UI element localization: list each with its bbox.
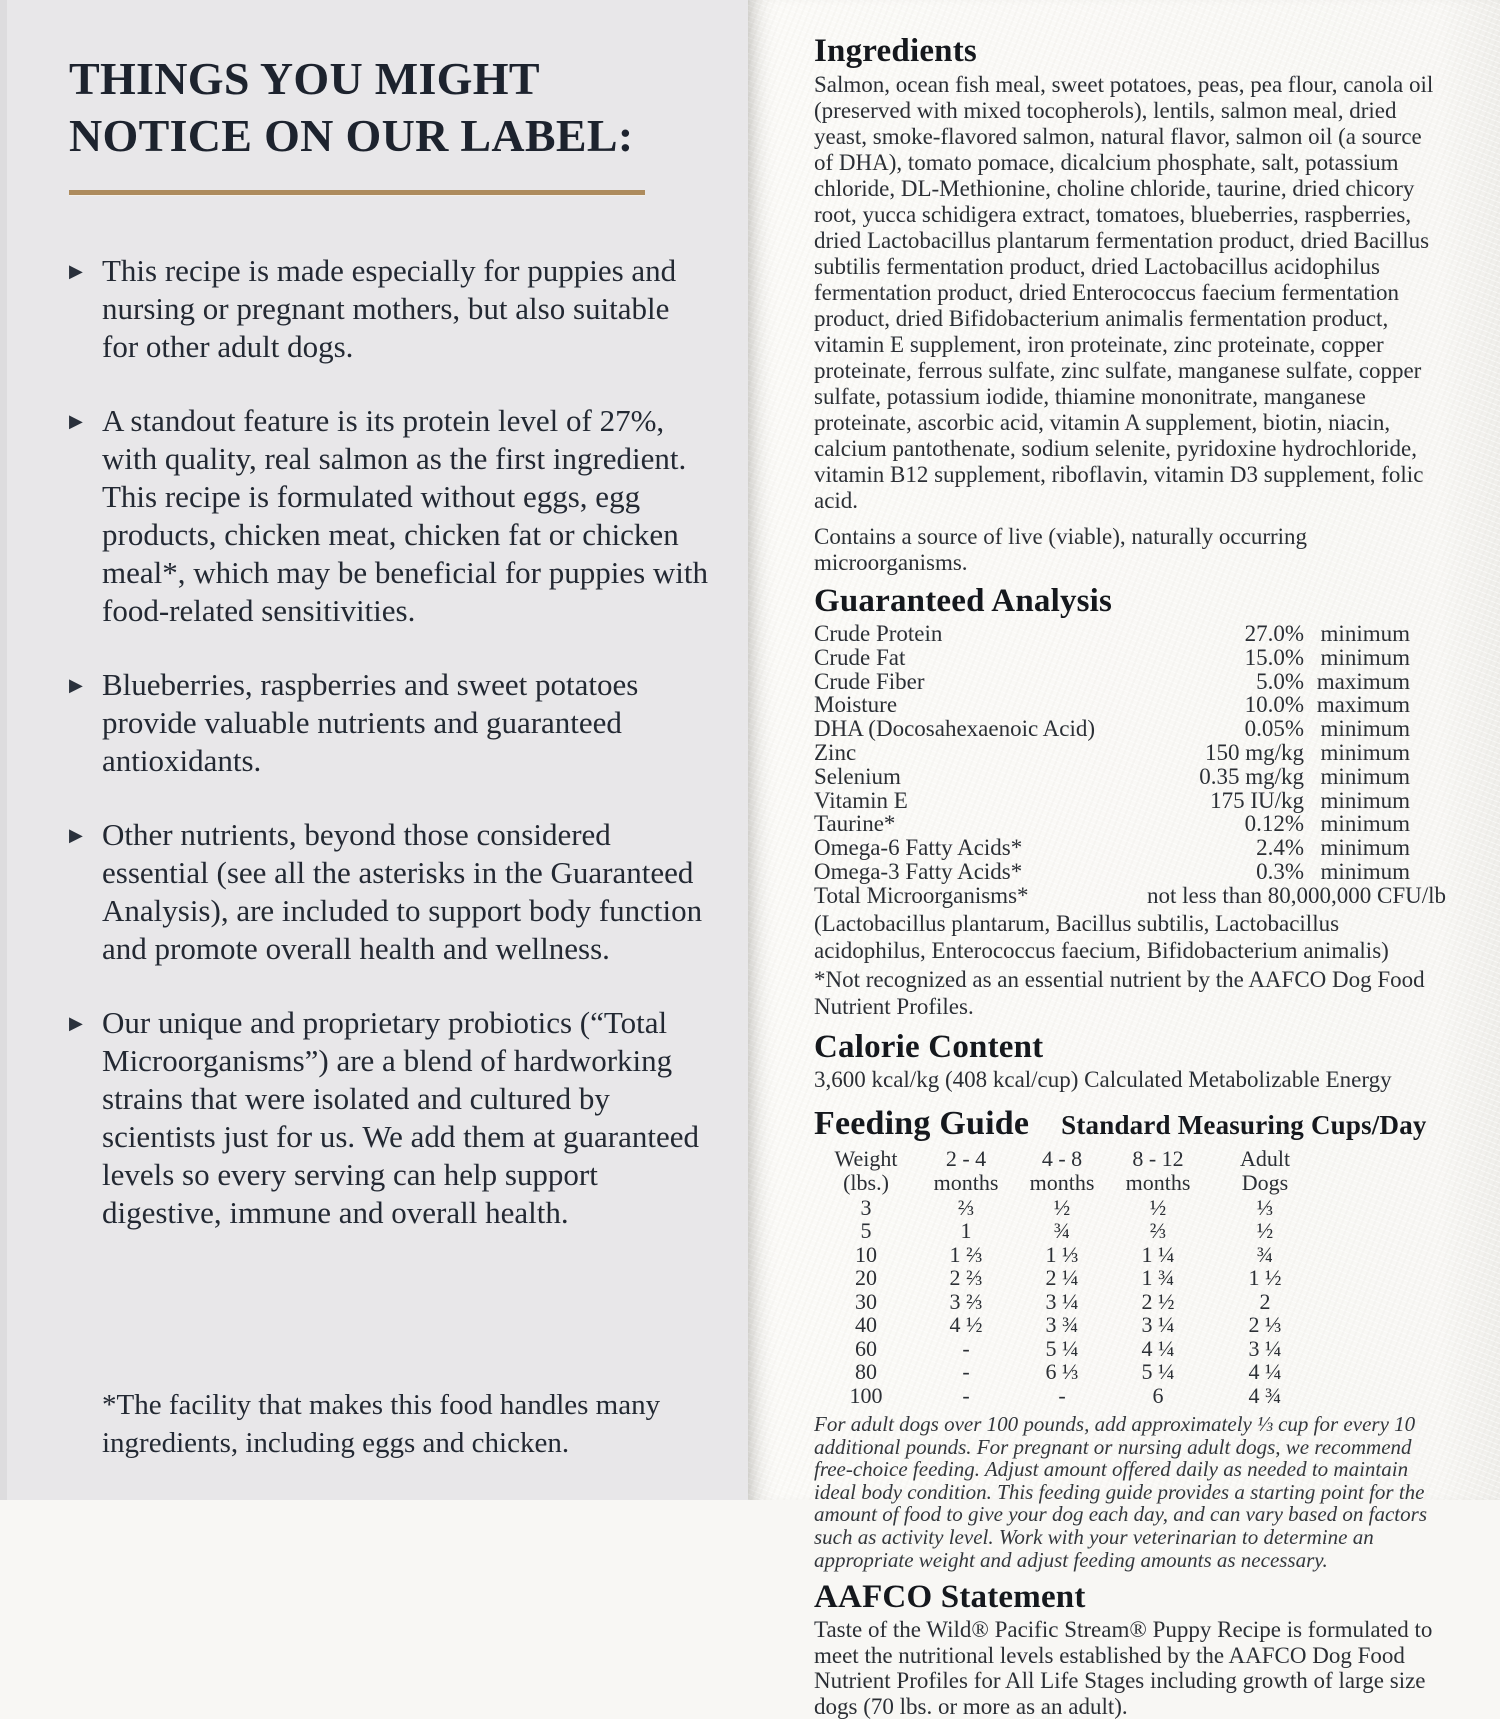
- feeding-guide-row: [814, 1266, 1446, 1290]
- feeding-guide-column-header: [1014, 1147, 1110, 1196]
- column-header-line2: months: [933, 1169, 999, 1195]
- feeding-guide-cell: 2: [1259, 1288, 1271, 1314]
- feeding-guide-column-headers: [814, 1147, 1446, 1196]
- nutrient-value: 0.12%: [1244, 811, 1304, 837]
- nutrient-qualifier: minimum: [1320, 811, 1410, 837]
- calorie-content-section: [814, 1029, 1446, 1093]
- nutrient-qualifier: minimum: [1320, 787, 1410, 813]
- feeding-guide-cell: 1: [960, 1218, 972, 1244]
- column-header-line1: 2 - 4: [945, 1145, 987, 1171]
- feeding-guide-cell: ⅓: [1256, 1194, 1274, 1220]
- feeding-guide-cell: 4 ¾: [1248, 1382, 1282, 1408]
- guaranteed-analysis-heading: Guaranteed Analysis: [814, 583, 1113, 619]
- guaranteed-analysis-total-row: [814, 884, 1446, 908]
- bullet-triangle-icon: ▶: [69, 411, 83, 432]
- nutrient-qualifier: minimum: [1320, 858, 1410, 884]
- feeding-guide-column-header: [1206, 1147, 1324, 1196]
- nutrient-label: Vitamin E: [814, 787, 908, 813]
- feeding-guide-rows: [814, 1196, 1446, 1408]
- bullet-text: A standout feature is its protein level of 27%, with quality, real salmon as the first ingredient. This recipe is formulated without eggs, egg products, chicken meat, chicken fat or chicken meal*, which may be beneficial for puppies with food-related sensitivities.: [102, 403, 709, 628]
- feeding-guide-cell: 5: [860, 1218, 872, 1244]
- column-header-line2: months: [1125, 1169, 1191, 1195]
- feeding-guide-cell: 4 ¼: [1141, 1335, 1175, 1361]
- nutrient-label: Omega-6 Fatty Acids*: [814, 835, 1023, 861]
- feeding-guide-cell: 30: [855, 1288, 877, 1314]
- guaranteed-analysis-row: [814, 622, 1410, 646]
- feeding-guide-column-header: [918, 1147, 1014, 1196]
- feeding-guide-cell: 2 ⅓: [1248, 1312, 1282, 1338]
- column-header-line1: Adult: [1239, 1145, 1291, 1171]
- aafco-section: [814, 1579, 1446, 1719]
- nutrient-qualifier: minimum: [1320, 644, 1410, 670]
- microorganism-species-note: (Lactobacillus plantarum, Bacillus subtilis, Lactobacillus acidophilus, Enterococcus faecium, Bifidobacterium animalis): [814, 910, 1389, 963]
- feeding-guide-cell: ⅔: [1149, 1218, 1167, 1244]
- feeding-guide-cell: 6 ⅓: [1045, 1359, 1079, 1385]
- feeding-guide-cell: 1 ¼: [1141, 1241, 1175, 1267]
- gold-divider: [69, 190, 645, 196]
- guaranteed-analysis-section: [814, 583, 1446, 1020]
- aafco-heading: AAFCO Statement: [814, 1579, 1086, 1616]
- nutrient-qualifier: minimum: [1320, 763, 1410, 789]
- nutrient-label: Zinc: [814, 739, 857, 765]
- feeding-guide-cell: 4 ½: [949, 1312, 983, 1338]
- nutrient-value: 0.3%: [1256, 858, 1304, 884]
- nutrient-value: not less than 80,000,000 CFU/lb: [1146, 882, 1446, 908]
- ingredients-section: [814, 33, 1446, 576]
- nutrient-value: 0.35 mg/kg: [1199, 763, 1304, 789]
- feeding-guide-note: For adult dogs over 100 pounds, add approximately ⅓ cup for every 10 additional pounds. For pregnant or nursing adult dogs, we recommend free-choice feeding. Adjust amount offered daily as needed to maintain ideal body condition. This feeding guide provides a starting point for the amount of food to give your dog each day, and can vary based on factors such as activity level. Work with your veterinarian to determine an appropriate weight and adjust feeding amounts as necessary.: [814, 1412, 1427, 1572]
- bullet-text: Other nutrients, beyond those considered essential (see all the asterisks in the Guaranteed Analysis), are included to support body function and promote overall health and wellness.: [102, 817, 703, 966]
- guaranteed-analysis-row: [814, 860, 1410, 884]
- feeding-guide-cell: 1 ⅔: [949, 1241, 983, 1267]
- feeding-guide-cell: ½: [1053, 1194, 1071, 1220]
- bullet-text: Blueberries, raspberries and sweet potatoes provide valuable nutrients and guaranteed antioxidants.: [102, 667, 639, 778]
- bullet-item: [69, 402, 710, 630]
- nutrient-qualifier: maximum: [1316, 668, 1410, 694]
- nutrient-qualifier: minimum: [1320, 739, 1410, 765]
- nutrient-value: 2.4%: [1256, 835, 1304, 861]
- nutrient-value: 0.05%: [1244, 716, 1304, 742]
- feeding-guide-cell: ¾: [1053, 1218, 1071, 1244]
- nutrient-label: Crude Fat: [814, 644, 906, 670]
- feeding-guide-cell: 1 ¾: [1141, 1265, 1175, 1291]
- calorie-content-heading: Calorie Content: [814, 1028, 1044, 1065]
- guaranteed-analysis-row: [814, 693, 1410, 717]
- guaranteed-analysis-row: [814, 812, 1410, 836]
- bullet-item: [69, 252, 710, 366]
- feeding-guide-row: [814, 1360, 1446, 1384]
- left-heading: THINGS YOU MIGHT NOTICE ON OUR LABEL:: [69, 53, 634, 161]
- contains-note: Contains a source of live (viable), naturally occurring microorganisms.: [814, 524, 1308, 575]
- feeding-guide-header: [814, 1106, 1446, 1142]
- feeding-guide-cell: ½: [1149, 1194, 1167, 1220]
- feeding-guide-cell: -: [962, 1359, 970, 1385]
- feeding-guide-cell: 1 ⅓: [1045, 1241, 1079, 1267]
- feeding-guide-row: [814, 1290, 1446, 1314]
- feeding-guide-cell: -: [962, 1335, 970, 1361]
- guaranteed-analysis-row: [814, 741, 1410, 765]
- bullet-triangle-icon: ▶: [69, 1013, 83, 1034]
- column-header-line1: 8 - 12: [1132, 1145, 1184, 1171]
- feeding-guide-row: [814, 1243, 1446, 1267]
- ingredients-heading: Ingredients: [814, 33, 977, 69]
- guaranteed-analysis-table: [814, 622, 1446, 908]
- feeding-guide-cell: 6: [1152, 1382, 1164, 1408]
- feeding-guide-cell: 80: [855, 1359, 877, 1385]
- nutrient-qualifier: minimum: [1320, 716, 1410, 742]
- bullet-text: This recipe is made especially for puppies and nursing or pregnant mothers, but also suitable for other adult dogs.: [102, 253, 677, 364]
- guaranteed-analysis-row: [814, 765, 1410, 789]
- ingredients-list: Salmon, ocean fish meal, sweet potatoes, peas, pea flour, canola oil (preserved with mixed tocopherols), lentils, salmon meal, dried yeast, smoke-flavored salmon, natural flavor, salmon oil (a source of DHA), tomato pomace, dicalcium phosphate, salt, potassium chloride, DL-Methionine, choline chloride, taurine, dried chicory root, yucca schidigera extract, tomatoes, blueberries, raspberries, dried Lactobacillus plantarum fermentation product, dried Bacillus subtilis fermentation product, dried Lactobacillus acidophilus fermentation product, dried Enterococcus faecium fermentation product, dried Bifidobacterium animalis fermentation product, vitamin E supplement, iron proteinate, zinc proteinate, copper proteinate, ferrous sulfate, zinc sulfate, manganese sulfate, copper sulfate, potassium iodide, thiamine mononitrate, manganese proteinate, ascorbic acid, vitamin A supplement, biotin, niacin, calcium pantothenate, sodium selenite, pyridoxine hydrochloride, vitamin B12 supplement, riboflavin, vitamin D3 supplement, folic acid.: [814, 72, 1434, 513]
- column-header-line1: 4 - 8: [1041, 1145, 1083, 1171]
- guaranteed-analysis-row: [814, 836, 1410, 860]
- feeding-guide-subheading: Standard Measuring Cups/Day: [1061, 1109, 1427, 1140]
- bullet-item: [69, 816, 710, 968]
- feeding-guide-cell: 100: [849, 1382, 883, 1408]
- feeding-guide-cell: -: [962, 1382, 970, 1408]
- feeding-guide-cell: 5 ¼: [1045, 1335, 1079, 1361]
- column-header-line2: Dogs: [1241, 1169, 1289, 1195]
- feeding-guide-cell: -: [1058, 1382, 1066, 1408]
- asterisk-note: *Not recognized as an essential nutrient by the AAFCO Dog Food Nutrient Profiles.: [814, 966, 1425, 1019]
- nutrient-value: 150 mg/kg: [1204, 739, 1304, 765]
- feeding-guide-cell: 10: [855, 1241, 877, 1267]
- feeding-guide-cell: ⅔: [957, 1194, 975, 1220]
- feeding-guide-cell: 5 ¼: [1141, 1359, 1175, 1385]
- feeding-guide-cell: 3 ¼: [1045, 1288, 1079, 1314]
- bullet-text: Our unique and proprietary probiotics (“Total Microorganisms”) are a blend of hardworking strains that were isolated and cultured by scientists just for us. We add them at guaranteed levels so every serving can help support digestive, immune and overall health.: [102, 1005, 699, 1230]
- feeding-guide-cell: 3 ⅔: [949, 1288, 983, 1314]
- nutrient-label: Crude Protein: [814, 621, 943, 646]
- bullet-item: [69, 1004, 710, 1232]
- guaranteed-analysis-row: [814, 717, 1410, 741]
- nutrient-label: Omega-3 Fatty Acids*: [814, 858, 1023, 884]
- feeding-guide-cell: 20: [855, 1265, 877, 1291]
- feeding-guide-cell: 2 ¼: [1045, 1265, 1079, 1291]
- right-panel: [748, 0, 1500, 1719]
- nutrient-value: 5.0%: [1256, 668, 1304, 694]
- feeding-guide-cell: ¾: [1256, 1241, 1274, 1267]
- guaranteed-analysis-row: [814, 670, 1410, 694]
- feeding-guide-row: [814, 1313, 1446, 1337]
- nutrient-label: Crude Fiber: [814, 668, 925, 694]
- nutrient-value: 10.0%: [1244, 692, 1304, 718]
- nutrient-qualifier: minimum: [1320, 621, 1410, 646]
- nutrient-qualifier: minimum: [1320, 835, 1410, 861]
- guaranteed-analysis-row: [814, 789, 1410, 813]
- column-header-line1: Weight: [834, 1145, 898, 1171]
- feeding-guide-cell: 40: [855, 1312, 877, 1338]
- feeding-guide-cell: ½: [1256, 1218, 1274, 1244]
- feeding-guide-row: [814, 1219, 1446, 1243]
- nutrient-value: 27.0%: [1244, 621, 1304, 646]
- feeding-guide-cell: 60: [855, 1335, 877, 1361]
- calorie-content-value: 3,600 kcal/kg (408 kcal/cup) Calculated Metabolizable Energy: [814, 1066, 1392, 1092]
- bullet-triangle-icon: ▶: [69, 825, 83, 846]
- guaranteed-analysis-row: [814, 646, 1410, 670]
- nutrient-label: Selenium: [814, 763, 901, 789]
- nutrient-value: 175 IU/kg: [1210, 787, 1304, 813]
- feeding-guide-heading: Feeding Guide: [814, 1104, 1030, 1142]
- feeding-guide-cell: 3 ¼: [1248, 1335, 1282, 1361]
- feeding-guide-section: [814, 1106, 1446, 1572]
- feeding-guide-cell: 2 ⅔: [949, 1265, 983, 1291]
- feeding-guide-table: [814, 1147, 1446, 1408]
- bullet-list: [69, 252, 710, 1232]
- feeding-guide-cell: 1 ½: [1248, 1265, 1282, 1291]
- nutrient-label: Total Microorganisms*: [814, 882, 1029, 908]
- column-header-line2: months: [1029, 1169, 1095, 1195]
- facility-footnote: *The facility that makes this food handles many ingredients, including eggs and chicken.: [102, 1389, 661, 1459]
- feeding-guide-row: [814, 1196, 1446, 1220]
- feeding-guide-cell: 3 ¾: [1045, 1312, 1079, 1338]
- nutrient-label: Taurine*: [814, 811, 896, 837]
- feeding-guide-cell: 3: [860, 1194, 872, 1220]
- feeding-guide-cell: 2 ½: [1141, 1288, 1175, 1314]
- feeding-guide-cell: 3 ¼: [1141, 1312, 1175, 1338]
- nutrient-qualifier: maximum: [1316, 692, 1410, 718]
- feeding-guide-row: [814, 1384, 1446, 1408]
- bullet-item: [69, 666, 710, 780]
- nutrient-label: Moisture: [814, 692, 898, 718]
- feeding-guide-cell: 4 ¼: [1248, 1359, 1282, 1385]
- nutrient-label: DHA (Docosahexaenoic Acid): [814, 716, 1096, 742]
- nutrient-value: 15.0%: [1244, 644, 1304, 670]
- feeding-guide-column-header: [814, 1147, 918, 1196]
- bullet-triangle-icon: ▶: [69, 675, 83, 696]
- column-header-line2: (lbs.): [843, 1169, 889, 1195]
- aafco-statement: Taste of the Wild® Pacific Stream® Puppy Recipe is formulated to meet the nutritional levels established by the AAFCO Dog Food Nutrient Profiles for All Life Stages including growth of large size dogs (70 lbs. or more as an adult).: [814, 1617, 1433, 1719]
- feeding-guide-row: [814, 1337, 1446, 1361]
- left-panel: [0, 0, 748, 1500]
- bullet-triangle-icon: ▶: [69, 261, 83, 282]
- feeding-guide-column-header: [1110, 1147, 1206, 1196]
